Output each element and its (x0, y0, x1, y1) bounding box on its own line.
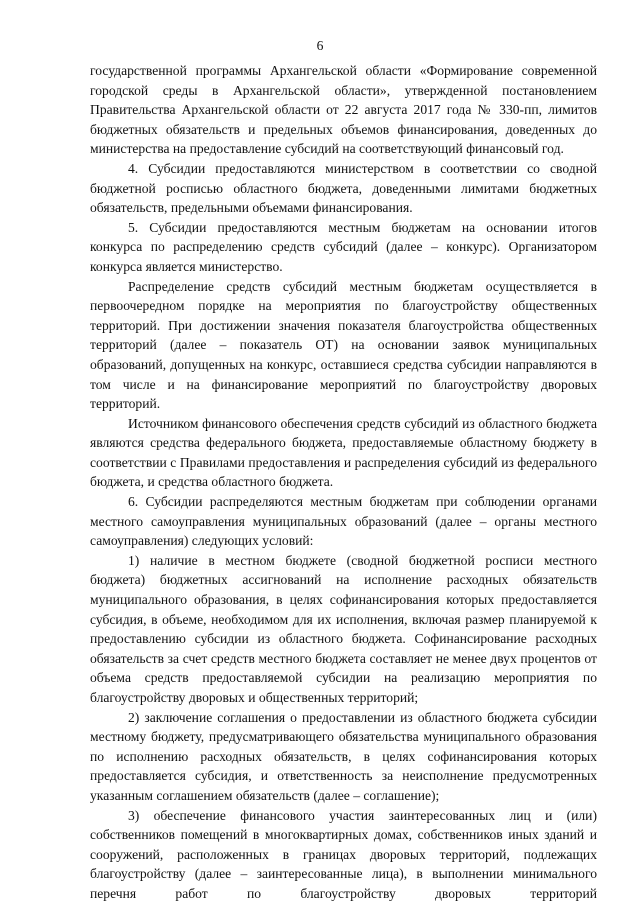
paragraph-item-5: 5. Субсидии предоставляются местным бюджетам на основании итогов конкурса по распределению средств субсидий (далее – конкурс). Организатором конкурса является министерство. (90, 219, 597, 274)
page-number: 6 (316, 38, 324, 53)
document-body (90, 61, 597, 904)
paragraph-item-6: 6. Субсидии распределяются местным бюджетам при соблюдении органами местного самоуправления муниципальных образований (далее – органы местного самоуправления) следующих условий: (90, 494, 597, 549)
paragraph-condition-3: 3) обеспечение финансового участия заинтересованных лиц и (или) собственников помещений в многоквартирных домах, собственников иных зданий и сооружений, расположенных в границах дворовых территорий, подлежащих благоустройству (далее – заинтересованные лица), в выполнении минимального перечня работ по благоустройству дворовых территорий (90, 807, 597, 901)
paragraph-funding-source: Источником финансового обеспечения средств субсидий из областного бюджета являются средства федерального бюджета, предоставляемые областному бюджету в соответствии с Правилами предоставления и распределения субсидий из федерального бюджета, и средства областного бюджета. (90, 415, 597, 490)
paragraph-condition-2: 2) заключение соглашения о предоставлении из областного бюджета субсидии местному бюджету, предусматривающего обязательства муниципального образования по исполнению расходных обязательств, в целях софинансирования которых предоставляется субсидия, и ответственность за неисполнение предусмотренных указанным соглашением обязательств (далее – соглашение); (90, 709, 597, 803)
paragraph-item-4: 4. Субсидии предоставляются министерством в соответствии со сводной бюджетной росписью областного бюджета, доведенными лимитами бюджетных обязательств, предельными объемами финансирования. (90, 160, 597, 216)
paragraph-continuation: государственной программы Архангельской области «Формирование современной городской среды в Архангельской области», утвержденной постановлением Правительства Архангельской области от 22 августа 2017 года № 330-пп, лимитов бюджетных обязательств и предельных объемов финансирования, доведенных до министерства на предоставление субсидий на соответствующий финансовый год. (90, 63, 597, 157)
paragraph-distribution: Распределение средств субсидий местным бюджетам осуществляется в первоочередном порядке на мероприятия по благоустройству общественных территорий. При достижении значения показателя благоустройства общественных территорий (далее – показатель ОТ) на основании заявок муниципальных образований, допущенных на конкурс, оставшиеся средства субсидии направляются в том числе и на финансирование мероприятий по благоустройству дворовых территорий. (90, 278, 597, 412)
paragraph-condition-1: 1) наличие в местном бюджете (сводной бюджетной росписи местного бюджета) бюджетных ассигнований на исполнение расходных обязательств муниципального образования, в целях софинансирования которых предоставляется субсидия, в объеме, необходимом для их исполнения, включая размер планируемой к предоставлению субсидии из областного бюджета. Софинансирование расходных обязательств за счет средств местного бюджета составляет не менее двух процентов от объема средств предоставляемой субсидии на реализацию мероприятия по благоустройству дворовых и общественных территорий; (90, 552, 597, 705)
